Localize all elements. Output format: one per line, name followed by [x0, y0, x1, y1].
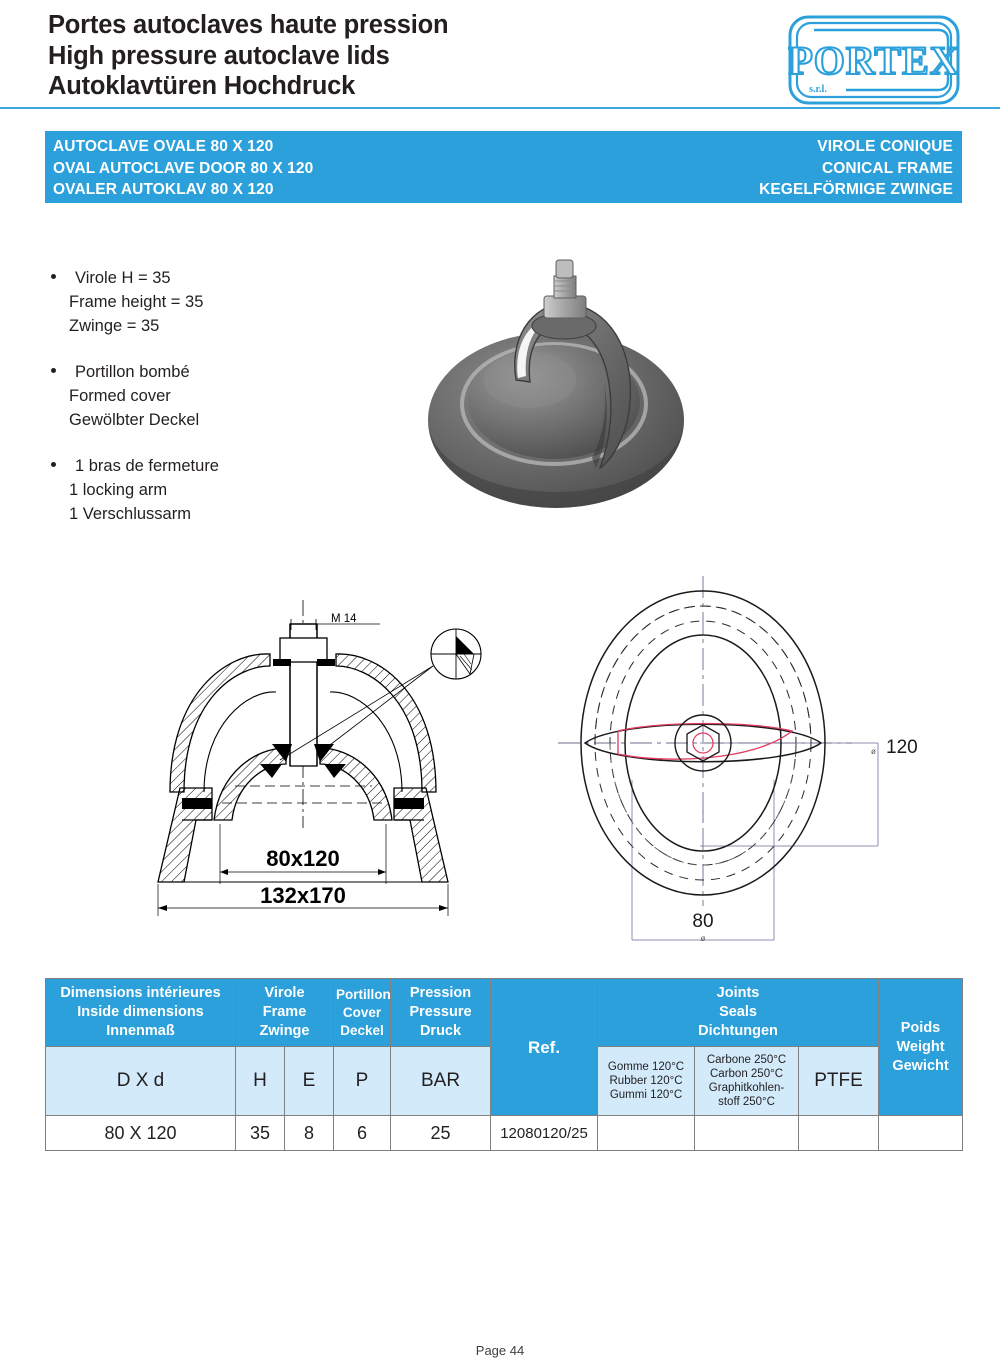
cell-dxd: 80 X 120 — [46, 1116, 236, 1151]
subcol-e: E — [285, 1047, 334, 1116]
col-label: Poids — [900, 1019, 941, 1036]
product-title-right-en: CONICAL FRAME — [821, 159, 953, 177]
col-label: Gewicht — [892, 1057, 949, 1074]
subcol-label: Gomme 120°C — [607, 1061, 685, 1073]
logo-wordmark: PORTEX — [788, 38, 960, 83]
bullet-icon — [51, 274, 56, 279]
page-title — [48, 10, 748, 102]
subcol-bar: BAR — [391, 1047, 491, 1116]
cell-rubber — [598, 1116, 695, 1151]
bullet-icon — [51, 462, 56, 467]
subcol-ptfe-seal: PTFE — [799, 1047, 879, 1116]
subcol-label: Graphitkohlen- — [708, 1082, 785, 1094]
cell-ptfe — [799, 1116, 879, 1151]
cell-bar: 25 — [391, 1116, 491, 1151]
header-divider — [0, 107, 1000, 109]
inner-dimension-label: 80x120 — [266, 846, 340, 871]
logo-subtitle: s.r.l. — [809, 84, 827, 95]
col-group-frame — [236, 979, 334, 1047]
table-row — [46, 1116, 963, 1151]
col-label: Virole — [264, 985, 305, 1001]
col-label: Portillon — [336, 986, 391, 1002]
col-label: Druck — [419, 1023, 462, 1039]
list-item — [47, 360, 347, 432]
col-label: Deckel — [340, 1022, 384, 1038]
feature-line: Formed cover — [69, 387, 171, 405]
product-title-right — [759, 136, 953, 201]
portex-logo — [786, 14, 962, 106]
diameter-symbol-icon: ø — [700, 934, 706, 943]
feature-line: Virole H = 35 — [75, 269, 171, 287]
subcol-rubber-seal — [598, 1047, 695, 1116]
plan-view-drawing — [540, 558, 964, 960]
col-label: Cover — [342, 1004, 382, 1020]
product-title-left-de: OVALER AUTOKLAV 80 X 120 — [53, 181, 274, 198]
page-title-en: High pressure autoclave lids — [48, 41, 390, 70]
thread-label: M 14 — [331, 613, 357, 625]
subcol-h: H — [236, 1047, 285, 1116]
product-title-left-en: OVAL AUTOCLAVE DOOR 80 X 120 — [53, 159, 314, 177]
product-title-left-fr: AUTOCLAVE OVALE 80 X 120 — [53, 138, 274, 155]
col-label: Zwinge — [259, 1023, 310, 1039]
specification-table — [45, 978, 963, 1151]
col-label: Seals — [719, 1004, 757, 1020]
product-title-right-fr: VIROLE CONIQUE — [817, 138, 953, 155]
col-group-seals — [598, 979, 879, 1047]
col-label: Dichtungen — [698, 1023, 778, 1039]
product-title-left — [53, 136, 313, 201]
subcol-label: Rubber 120°C — [609, 1075, 683, 1087]
feature-line: 1 locking arm — [69, 481, 168, 499]
page-title-fr: Portes autoclaves haute pression — [48, 11, 449, 39]
cell-h: 35 — [236, 1116, 285, 1151]
feature-list — [47, 266, 347, 548]
list-item — [47, 454, 347, 526]
col-label: Pressure — [409, 1004, 472, 1020]
feature-line: Frame height = 35 — [69, 293, 204, 311]
col-label: Dimensions intérieures — [60, 985, 221, 1001]
cell-p: 6 — [334, 1116, 391, 1151]
feature-line: Portillon bombé — [75, 363, 190, 381]
diameter-symbol-icon: ø — [871, 747, 876, 756]
product-title-right-de: KEGELFÖRMIGE ZWINGE — [759, 181, 953, 198]
col-group-pressure — [391, 979, 491, 1047]
plan-width-dimension: 80 — [692, 911, 714, 932]
cell-weight — [879, 1116, 963, 1151]
col-group-ref: Ref. — [491, 979, 598, 1116]
col-label: Pression — [409, 985, 472, 1001]
bullet-icon — [51, 368, 56, 373]
col-group-weight — [879, 979, 963, 1116]
subcol-label: stoff 250°C — [718, 1096, 775, 1108]
cell-ref: 12080120/25 — [491, 1116, 598, 1151]
plan-height-dimension: 120 — [886, 737, 918, 758]
subcol-label: Carbon 250°C — [710, 1068, 784, 1080]
feature-line: 1 Verschlussarm — [69, 505, 191, 523]
subcol-label: Gummi 120°C — [609, 1089, 683, 1101]
col-group-cover — [334, 979, 391, 1047]
col-group-inside-dimensions — [46, 979, 236, 1047]
feature-line: Gewölbter Deckel — [69, 411, 200, 429]
col-label: Joints — [716, 985, 760, 1001]
page-footer: Page 44 — [475, 1343, 525, 1358]
subcol-label: Carbone 250°C — [706, 1054, 787, 1066]
subcol-p: P — [334, 1047, 391, 1116]
table-header-row — [46, 979, 963, 1047]
product-title-band — [45, 131, 962, 203]
col-label: Inside dimensions — [77, 1004, 204, 1020]
col-label: Frame — [262, 1004, 307, 1020]
outer-dimension-label: 132x170 — [260, 883, 346, 908]
cell-carbon — [695, 1116, 799, 1151]
product-photo — [404, 252, 716, 530]
cross-section-drawing — [140, 596, 510, 932]
feature-line: 1 bras de fermeture — [75, 457, 219, 475]
feature-line: Zwinge = 35 — [69, 317, 160, 335]
col-label: Weight — [896, 1038, 945, 1055]
cell-e: 8 — [285, 1116, 334, 1151]
list-item — [47, 266, 347, 338]
page-title-de: Autoklavtüren Hochdruck — [48, 72, 356, 100]
subcol-carbon-seal — [695, 1047, 799, 1116]
col-label: Innenmaß — [106, 1023, 175, 1039]
subcol-dxd: D X d — [46, 1047, 236, 1116]
